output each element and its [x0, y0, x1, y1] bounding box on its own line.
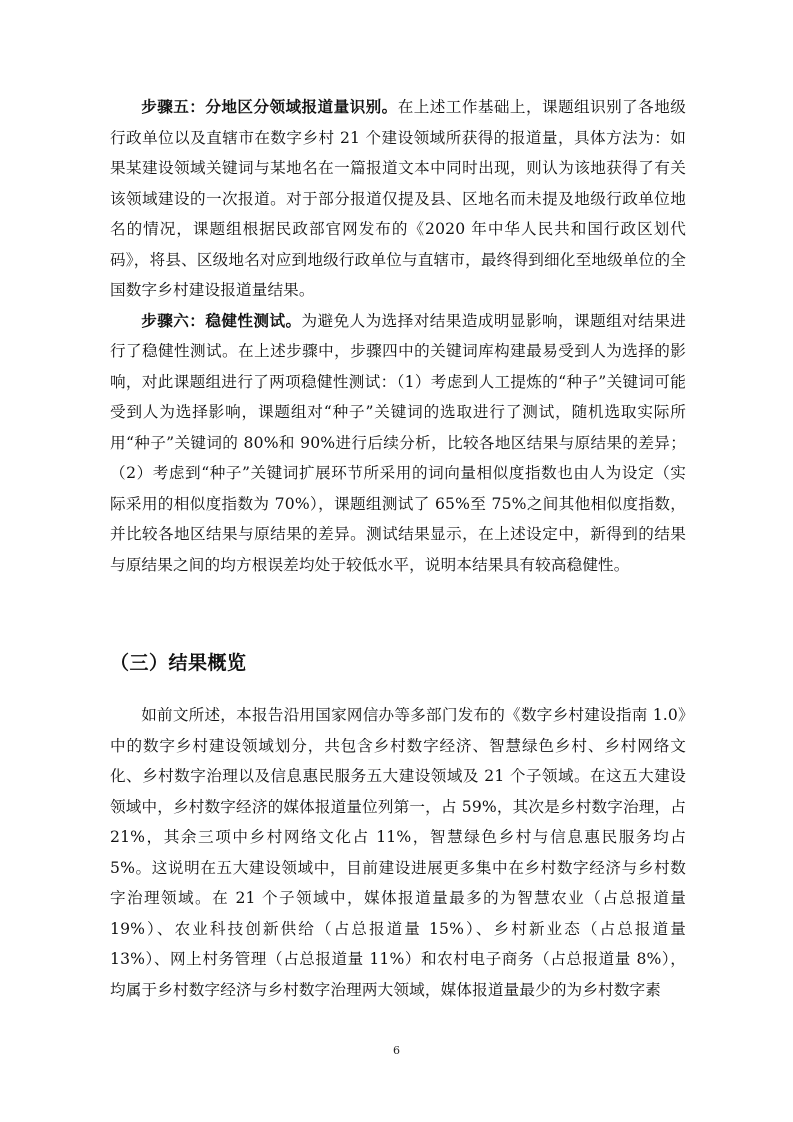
step-five-heading: 步骤五：分地区分领域报道量识别。	[141, 97, 398, 116]
paragraph-step-six	[110, 306, 686, 581]
step-six-text: 为避免人为选择对结果造成明显影响，课题组对结果进行了稳健性测试。在上述步骤中，步骤四中的关键词库构建最易受到人为选择的影响，对此课题组进行了两项稳健性测试：（1）考虑到人工提炼的“种子”关键词可能受到人为选择影响，课题组对“种子”关键词的选取进行了测试，随机选取实际所用“种子”关键词的 80%和 90%进行后续分析，比较各地区结果与原结果的差异；（2）考虑到“种子”关键词扩展环节所采用的词向量相似度指数也由人为设定（实际采用的相似度指数为 70%），课题组测试了 65%至 75%之间其他相似度指数，并比较各地区结果与原结果的差异。测试结果显示，在上述设定中，新得到的结果与原结果之间的均方根误差均处于较低水平，说明本结果具有较高稳健性。	[110, 311, 686, 574]
body-text-lower	[110, 700, 686, 1005]
paragraph-results-overview: 如前文所述，本报告沿用国家网信办等多部门发布的《数字乡村建设指南 1.0》中的数字乡村建设领域划分，共包含乡村数字经济、智慧绿色乡村、乡村网络文化、乡村数字治理以及信息惠民服务五大建设领域及 21 个子领域。在这五大建设领域中，乡村数字经济的媒体报道量位列第一，占 59%，其次是乡村数字治理，占 21%，其余三项中乡村网络文化占 11%，智慧绿色乡村与信息惠民服务均占 5%。这说明在五大建设领域中，目前建设进展更多集中在乡村数字经济与乡村数字治理领域。在 21 个子领域中，媒体报道量最多的为智慧农业（占总报道量 19%）、农业科技创新供给（占总报道量 15%）、乡村新业态（占总报道量 13%）、网上村务管理（占总报道量 11%）和农村电子商务（占总报道量 8%），均属于乡村数字经济与乡村数字治理两大领域，媒体报道量最少的为乡村数字素	[110, 706, 686, 999]
body-text-upper	[110, 92, 686, 580]
paragraph-step-five	[110, 92, 686, 306]
step-six-heading: 步骤六：稳健性测试。	[141, 310, 302, 330]
page-number: 6	[393, 1044, 400, 1057]
step-five-text: 在上述工作基础上，课题组识别了各地级行政单位以及直辖市在数字乡村 21 个建设领域所获得的报道量，具体方法为：如果某建设领域关键词与某地名在一篇报道文本中同时出现，则认为该地获得了有关该领域建设的一次报道。对于部分报道仅提及县、区地名而未提及地级行政单位地名的情况，课题组根据民政部官网发布的《2020 年中华人民共和国行政区划代码》，将县、区级地名对应到地级行政单位与直辖市，最终得到细化至地级单位的全国数字乡村建设报道量结果。	[110, 98, 686, 299]
section-heading: （三）结果概览	[110, 652, 247, 674]
